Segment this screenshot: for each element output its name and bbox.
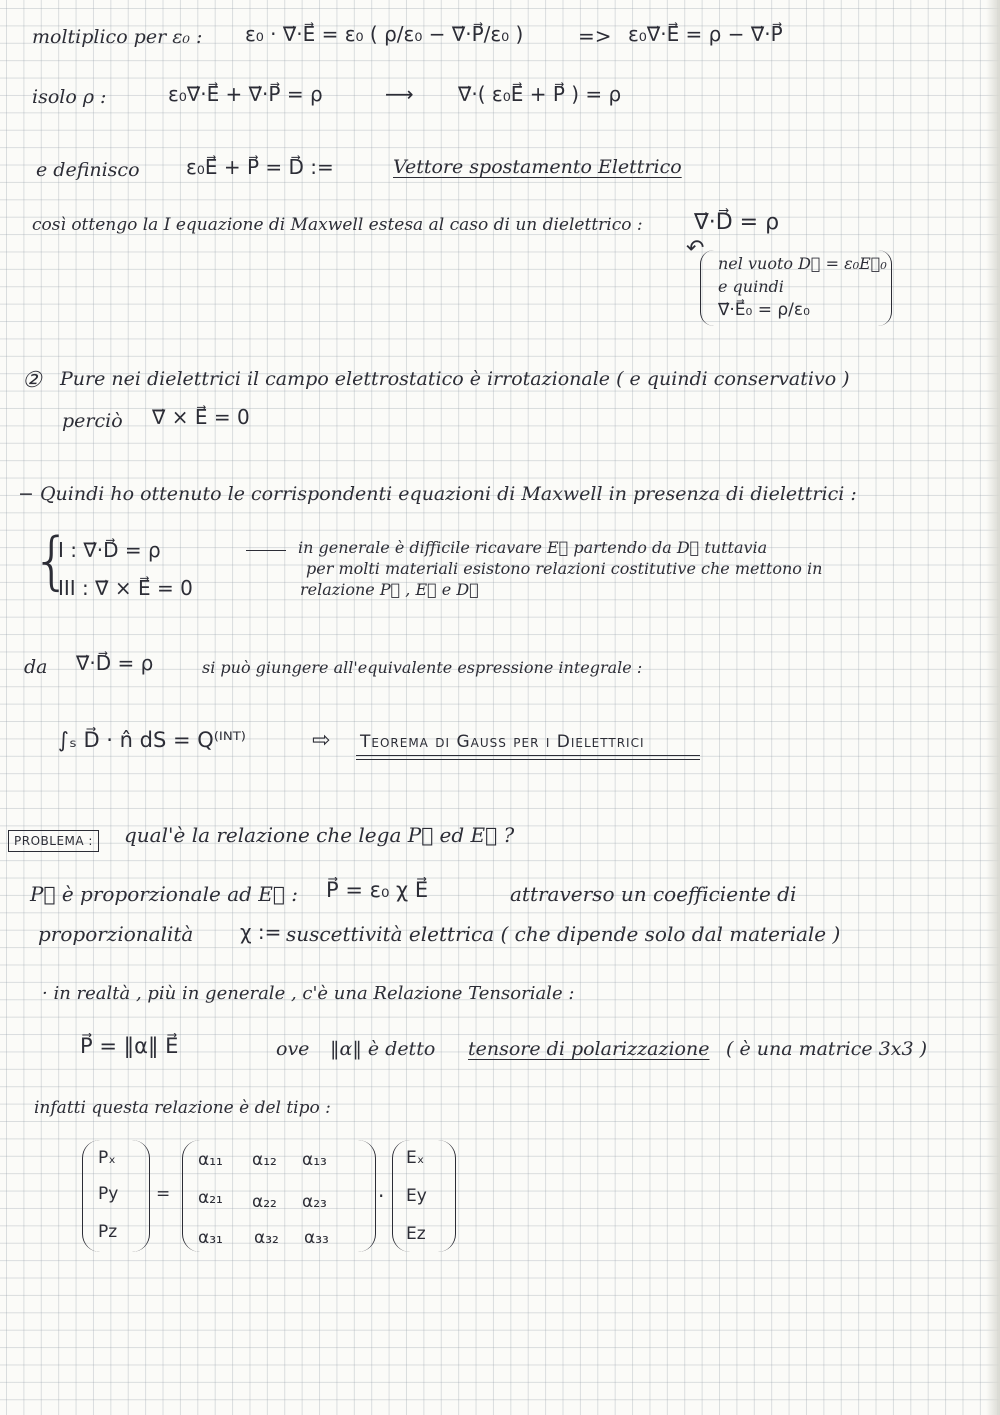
curl-equation: ∇⃗ × E⃗ = 0 — [152, 405, 250, 429]
alpha-11: α₁₁ — [198, 1150, 223, 1170]
divergence-d-equation: ∇⃗·D⃗ = ρ — [76, 651, 154, 675]
title-underline-2 — [356, 759, 700, 760]
integral-intro-text: si può giungere all'equivalente espressione integrale : — [202, 658, 643, 677]
coefficient-text: attraverso un coefficiente di — [510, 882, 797, 906]
alpha-21: α₂₁ — [198, 1188, 223, 1208]
arrow-symbol: ⟶ — [385, 82, 414, 106]
proportionality-word: proporzionalità — [38, 922, 194, 946]
vacuum-note-line3: ∇⃗·E⃗₀ = ρ/ε₀ — [718, 300, 810, 320]
where-label: ove — [276, 1038, 310, 1060]
line-isolate-label: isolo ρ : — [32, 86, 107, 108]
p-z: Pz — [98, 1222, 118, 1242]
proportional-text: P⃗ è proporzionale ad E⃗ : — [30, 882, 298, 906]
system-brace: { — [32, 524, 72, 597]
line-multiply-result: ε₀∇⃗·E⃗ = ρ − ∇⃗·P⃗ — [628, 22, 783, 46]
implies-symbol: => — [578, 24, 612, 48]
susceptibility-text: suscettività elettrica ( che dipende solo dal materiale ) — [286, 922, 841, 946]
equation-III: III : ∇⃗ × E⃗ = 0 — [58, 576, 193, 600]
therefore-label: perciò — [62, 410, 123, 432]
gauss-integral-equation: ∫ₛ D⃗ · n̂ dS = Q⁽ᴵᴺᵀ⁾ — [58, 728, 246, 752]
note-hook-arrow: ↶ — [686, 236, 705, 261]
matrix-equals: = — [156, 1184, 171, 1204]
maxwell-dielectric-summary: − Quindi ho ottenuto le corrispondenti equazioni di Maxwell in presenza di dielettrici : — [18, 483, 857, 505]
alpha-32: α₃₂ — [254, 1228, 279, 1248]
e-z: Ez — [406, 1224, 426, 1244]
vacuum-note-line1: nel vuoto D⃗ = ε₀E⃗₀ — [718, 254, 887, 273]
matrix-size-note: ( è una matrice 3x3 ) — [726, 1038, 927, 1060]
alpha-13: α₁₃ — [302, 1150, 327, 1170]
problem-box — [8, 830, 99, 849]
alpha-33: α₃₃ — [304, 1228, 329, 1248]
chi-definition: χ := — [240, 920, 282, 944]
e-y: Ey — [406, 1186, 427, 1206]
maxwell-first-equation: ∇⃗·D⃗ = ρ — [694, 210, 780, 235]
equation-I: I : ∇⃗·D⃗ = ρ — [58, 538, 161, 562]
tensor-relation-intro: · in realtà , più in generale , c'è una Relazione Tensoriale : — [42, 983, 575, 1004]
line-multiply-label: moltiplico per ε₀ : — [32, 26, 203, 48]
alpha-22: α₂₂ — [252, 1192, 277, 1212]
problem-label: PROBLEMA : — [8, 830, 99, 852]
title-underline-1 — [356, 755, 700, 756]
constitutive-note-line1: in generale è difficile ricavare E⃗ partendo da D⃗ tuttavia — [298, 538, 768, 557]
tensor-equation: P⃗ = ‖α‖ E⃗ — [80, 1034, 179, 1058]
p-y: Py — [98, 1184, 119, 1204]
relation-type-intro: infatti questa relazione è del tipo : — [34, 1098, 331, 1118]
p-x: Pₓ — [98, 1148, 116, 1168]
polarization-linear-equation: P⃗ = ε₀ χ E⃗ — [326, 878, 429, 902]
polarization-tensor-term: tensore di polarizzazione — [468, 1038, 710, 1060]
equation-arrow — [246, 550, 286, 551]
item-number-2: ② — [22, 368, 42, 393]
line-isolate-math: ε₀∇⃗·E⃗ + ∇⃗·P⃗ = ρ — [168, 82, 323, 106]
gauss-theorem-title: Teorema di Gauss per i Dielettrici — [360, 732, 645, 752]
alpha-23: α₂₃ — [302, 1192, 327, 1212]
page-edge — [986, 0, 1000, 1415]
displacement-vector-definition: Vettore spostamento Elettrico — [393, 156, 682, 178]
line-define-math: ε₀E⃗ + P⃗ = D⃗ := — [186, 155, 334, 179]
maxwell-first-text: così ottengo la I equazione di Maxwell estesa al caso di un dielettrico : — [32, 215, 643, 235]
line-define-label: e definisco — [36, 159, 140, 181]
vacuum-note-line2: e quindi — [718, 277, 784, 296]
alpha-is-called: ‖α‖ è detto — [330, 1038, 436, 1060]
matrix-dot: · — [378, 1184, 385, 1208]
line-isolate-result: ∇⃗·( ε₀E⃗ + P⃗ ) = ρ — [458, 82, 622, 106]
from-label: da — [24, 656, 48, 678]
alpha-31: α₃₁ — [198, 1228, 223, 1248]
constitutive-note-line3: relazione P⃗ , E⃗ e D⃗ — [300, 580, 479, 599]
gauss-arrow: ⇨ — [312, 728, 331, 753]
e-x: Eₓ — [406, 1148, 425, 1168]
problem-question: qual'è la relazione che lega P⃗ ed E⃗ ? — [124, 823, 515, 847]
irrotational-statement: Pure nei dielettrici il campo elettrostatico è irrotazionale ( e quindi conservativo ) — [60, 368, 850, 390]
constitutive-note-line2: per molti materiali esistono relazioni costitutive che mettono in — [306, 559, 823, 578]
alpha-12: α₁₂ — [252, 1150, 277, 1170]
line-multiply-math: ε₀ · ∇⃗·E⃗ = ε₀ ( ρ/ε₀ − ∇⃗·P⃗/ε₀ ) — [245, 22, 524, 46]
